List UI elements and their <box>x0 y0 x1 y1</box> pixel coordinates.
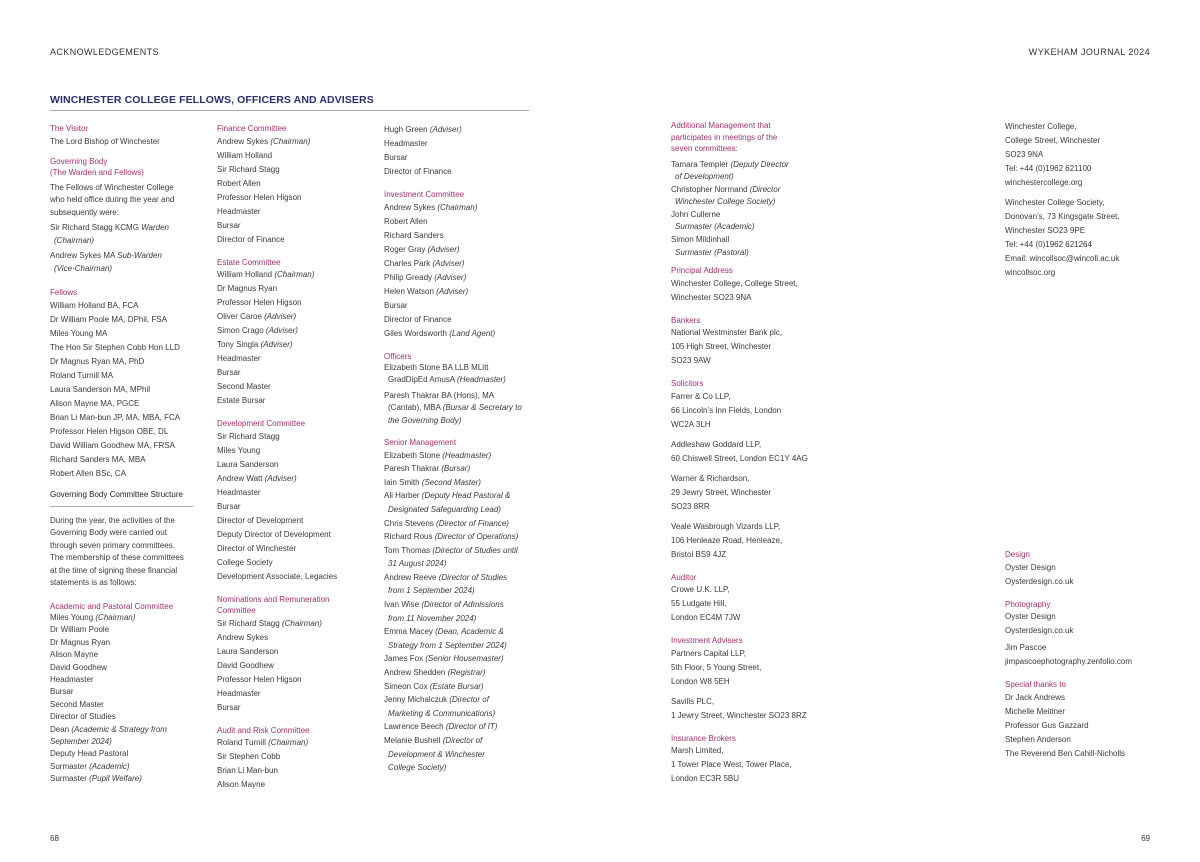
section-heading-design: Design <box>1005 550 1030 559</box>
section-heading-visitor: The Visitor <box>50 124 89 133</box>
list-item: Chris Stevens (Director of Finance) <box>384 518 509 528</box>
college-telephone: Tel: +44 (0)1962 621100 <box>1005 164 1092 173</box>
section-heading-special-thanks: Special thanks to <box>1005 680 1066 689</box>
list-item: Alison Mayne MA, PGCE <box>50 398 140 408</box>
list-item: Richard Sanders MA, MBA <box>50 454 146 464</box>
list-item: Dr William Poole MA, DPhil, FSA <box>50 314 167 324</box>
section-heading-principal-address: Principal Address <box>671 266 733 276</box>
list-item: Brian Li Man-bun <box>217 766 278 775</box>
page-number-right: 69 <box>1141 834 1150 843</box>
list-item: Emma Macey (Dean, Academic & <box>384 627 504 637</box>
section-heading-photography: Photography <box>1005 599 1051 609</box>
list-item: Simon Mildinhall <box>671 235 730 245</box>
college-website: winchestercollege.org <box>1005 178 1083 187</box>
list-item: College Society <box>217 557 273 567</box>
list-item: Director of Studies <box>50 712 116 722</box>
list-item: Headmaster <box>50 675 94 685</box>
list-item: Director of Finance <box>384 167 452 176</box>
section-heading-estate: Estate Committee <box>217 257 281 267</box>
list-item: Ivan Wise (Director of Admissions <box>384 600 504 610</box>
list-item: David Goodhew <box>50 662 107 672</box>
list-item: Professor Helen Higson <box>217 192 302 202</box>
list-item: Iain Smith (Second Master) <box>384 477 481 487</box>
page-number-left: 68 <box>50 834 59 843</box>
list-item: Andrew Sykes <box>217 632 269 642</box>
list-item: of Development) <box>675 172 734 182</box>
list-item: Robert Allen <box>217 178 261 188</box>
list-item: Brian Li Man-bun JP, MA, MBA, FCA <box>50 412 181 422</box>
section-heading-investment-advisers: Investment Advisers <box>671 636 743 646</box>
list-item: Sir Stephen Cobb <box>217 752 281 761</box>
column-1 <box>50 123 210 786</box>
list-item: Sir Richard Stagg <box>217 164 280 174</box>
list-item: Headmaster <box>217 206 261 216</box>
list-item: Tamara Templer (Deputy Director <box>671 159 789 169</box>
list-item: Paresh Thakrar (Bursar) <box>384 464 471 474</box>
section-heading-nominations: Nominations and Remuneration Committee <box>217 594 330 615</box>
list-item: Headmaster <box>217 354 261 363</box>
list-item: Director of Development <box>217 515 304 525</box>
list-item: Headmaster <box>217 688 261 698</box>
list-item: John Cullerne <box>671 209 721 219</box>
committee-structure-text: During the year, the activities of the Governing Body were carried out through seven primary committees. The membership of these committees at the time of signing these financial statements is as follows: <box>50 515 184 587</box>
society-telephone: Tel: +44 (0)1962 621264 <box>1005 240 1092 249</box>
list-item: The Reverend Ben Cahill-Nicholls <box>1005 748 1126 758</box>
list-item: Professor Helen Higson OBE, DL <box>50 426 169 436</box>
column-5-contacts <box>1005 120 1165 280</box>
governing-body-intro: The Fellows of Winchester College who held office during the year and subsequently were: <box>50 182 175 217</box>
list-item: Bursar <box>384 153 408 162</box>
list-item: Ali Harber (Deputy Head Pastoral & <box>384 491 511 501</box>
society-website: wincollsoc.org <box>1005 268 1056 277</box>
list-item: Laura Sanderson MA, MPhil <box>50 384 151 394</box>
section-heading-fellows: Fellows <box>50 288 78 297</box>
list-item: James Fox (Senior Housemaster) <box>384 654 504 664</box>
list-item: The Hon Sir Stephen Cobb Hon LLD <box>50 342 180 352</box>
list-item: Development & Winchester <box>388 749 485 759</box>
list-item: Bursar <box>217 368 241 377</box>
list-item: Richard Rous (Director of Operations) <box>384 532 519 542</box>
list-item: 31 August 2024) <box>388 559 447 569</box>
committee-structure-heading: Governing Body Committee Structure <box>50 489 183 499</box>
list-item: Deputy Director of Development <box>217 529 331 539</box>
section-heading-finance: Finance Committee <box>217 124 287 133</box>
college-address: Winchester College, College Street, Winchester SO23 9NA <box>1005 122 1101 159</box>
committee-structure-rule <box>50 506 193 507</box>
list-item: William Holland BA, FCA <box>50 300 139 310</box>
section-heading-audit-risk: Audit and Risk Committee <box>217 725 310 735</box>
list-item: Tom Thomas (Director of Studies until <box>384 545 518 555</box>
society-address: Winchester College Society, Donovan’s, 73 Kingsgate Street, Winchester SO23 9PE <box>1005 198 1120 235</box>
section-heading-investment: Investment Committee <box>384 190 465 199</box>
list-item: Bursar <box>217 702 241 712</box>
section-heading-development: Development Committee <box>217 419 306 428</box>
list-item: Elizabeth Stone (Headmaster) <box>384 450 492 460</box>
list-item: Robert Allen BSc, CA <box>50 468 127 478</box>
list-item: Bursar <box>217 220 241 230</box>
list-item: Headmaster <box>217 487 261 497</box>
list-item: Lawrence Beech (Director of IT) <box>384 722 498 732</box>
column-4: Additional Management that participates in meetings of the seven committees: Tamara Templer (Deputy Director of Development) Christopher Normand (Director Winchester College Society) John Cullerne Surmaster (Academic) Simon Mildinhall Surmaster (Pastoral) Principal Address Winchester College, College Street, Winchester SO23 9NA Bankers National Westminster Bank plc, 105 High Street, Winchester SO23 9AW Solicitors Farrer & Co LLP, 66 Lincoln’s Inn Fields, London WC2A 3LH Addleshaw Goddard LLP, 60 Chiswell Street, London EC1Y 4AG Warner & Richardson, 29 Jewry Street, Winchester SO23 8RR Veale Wasbrough Vizards LLP, 106 Henleaze Road, Henleaze, Bristol BS9 4JZ Auditor Crowe U.K. LLP, 55 Ludgate Hill, London EC4M 7JW Investment Advisers Partners Capital LLP, 5th Floor, 5 Young Street, London W8 5EH Savills PLC, 1 Jewry Street, Winchester SO23 8RZ Insurance Brokers Marsh Limited, 1 Tower Place West, Tower Place, London EC3R 5BU <box>671 120 841 786</box>
list-item: Andrew Reeve (Director of Studies <box>384 572 508 582</box>
list-item: Simeon Cox (Estate Bursar) <box>384 681 484 691</box>
senior-management-list <box>384 449 544 775</box>
section-heading-insurance-brokers: Insurance Brokers <box>671 733 736 743</box>
list-item: Christopher Normand (Director <box>671 184 781 194</box>
title-rule <box>50 110 529 111</box>
column-3: Hugh Green (Adviser) Headmaster Bursar Director of Finance Investment Committee Andrew Sykes (Chairman) Robert Allen Richard Sanders Roger Gray (Adviser) Charles Park (Adviser) Philip Gready (Adviser) Helen Watson (Adviser) Bursar Director of Finance Giles Wordsworth (Land Agent) Officers Elizabeth Stone BA LLB MLitt GradDipEd AmusA (Headmaster) Paresh Thakrar BA (Hons), MA (Cantab), MBA (Bursar & Secretary to the Governing Body) Senior Management Elizabeth Stone (Headmaster) Paresh Thakrar (Bursar) Iain Smith (Second Master) Ali Harber (Deputy Head Pastoral & Designated Safeguarding Lead) Chris Stevens (Director of Finance) Richard Rous (Director of Operations) Tom Thomas (Director of Studies until 31 August 2024) Andrew Reeve (Director of Studies from 1 September 2024) Ivan Wise (Director of Admissions from 11 November 2024) Emma Macey (Dean, Academic & Strategy from 1 September 2024) James Fox (Senior Housemaster) Andrew Shedden (Registrar) Simeon Cox (Estate Bursar) Jenny Michalczuk (Director of Marketing & Communications) Lawrence Beech (Director of IT) Melanie Bushell (Director of Development & Winchester College Society) <box>384 123 544 775</box>
list-item: David Goodhew <box>217 660 274 670</box>
list-item: Roland Turnill MA <box>50 370 114 380</box>
list-item: Stephen Anderson <box>1005 734 1071 744</box>
list-item: Development Associate, Legacies <box>217 571 338 581</box>
running-head-right: WYKEHAM JOURNAL 2024 <box>1028 47 1150 57</box>
list-item: Dr Magnus Ryan MA, PhD <box>50 356 145 366</box>
column-2: Finance Committee Andrew Sykes (Chairman) William Holland Sir Richard Stagg Robert Allen Professor Helen Higson Headmaster Bursar Director of Finance Estate Committee William Holland (Chairman) Dr Magnus Ryan Professor Helen Higson Oliver Caroe (Adviser) Simon Crago (Adviser) Tony Singla (Adviser) Headmaster Bursar Second Master Estate Bursar Development Committee Sir Richard Stagg Miles Young Laura Sanderson Andrew Watt (Adviser) Headmaster Bursar Director of Development Deputy Director of Development Director of Winchester College Society Development Associate, Legacies Nominations and Remuneration Committee Sir Richard Stagg (Chairman) Andrew Sykes Laura Sanderson David Goodhew Professor Helen Higson Headmaster Bursar Audit and Risk Committee Roland Turnill (Chairman) Sir Stephen Cobb Brian Li Man-bun Alison Mayne <box>217 123 377 792</box>
list-item: Marketing & Communications) <box>388 708 496 718</box>
page-title: WINCHESTER COLLEGE FELLOWS, OFFICERS AND ADVISERS <box>50 94 374 106</box>
academic-pastoral-list: Miles Young (Chairman) Dr William Poole Dr Magnus Ryan Alison Mayne David Goodhew Headmaster Bursar Second Master Director of Studies Dean (Academic & Strategy from September 2024) Deputy Head Pastoral Surmaster (Academic) Surmaster (Pupil Welfare) <box>50 612 210 786</box>
fellows-list <box>50 299 210 481</box>
list-item: Surmaster (Academic) <box>675 222 755 232</box>
list-item: Surmaster (Pastoral) <box>675 247 749 257</box>
list-item: Alison Mayne <box>217 780 266 789</box>
list-item: Professor Gus Gazzard <box>1005 720 1089 730</box>
list-item: Jenny Michalczuk (Director of <box>384 695 489 705</box>
list-item: David William Goodhew MA, FRSA <box>50 440 175 450</box>
sub-warden-entry: Andrew Sykes MA Sub-Warden (Vice-Chairman) <box>50 251 162 273</box>
list-item: Bursar <box>217 501 241 511</box>
warden-entry: Sir Richard Stagg KCMG Warden (Chairman) <box>50 223 170 245</box>
list-item: Professor Helen Higson <box>217 674 302 684</box>
list-item: Andrew Shedden (Registrar) <box>384 668 486 678</box>
section-heading-bankers: Bankers <box>671 315 701 325</box>
list-item: Second Master <box>50 699 104 709</box>
section-heading-solicitors: Solicitors <box>671 379 704 389</box>
section-heading-governing-body: Governing Body (The Warden and Fellows) <box>50 156 144 177</box>
list-item: Designated Safeguarding Lead) <box>388 504 501 514</box>
list-item: Estate Bursar <box>217 396 266 405</box>
society-email: Email: wincollsoc@wincoll.ac.uk <box>1005 254 1120 263</box>
section-heading-officers: Officers <box>384 351 412 361</box>
list-item: Director of Winchester <box>217 543 297 553</box>
list-item: Bursar <box>50 687 74 697</box>
list-item: Dr Magnus Ryan <box>50 637 111 647</box>
list-item: Miles Young MA <box>50 328 108 338</box>
list-item: Melanie Bushell (Director of <box>384 736 483 745</box>
list-item: Laura Sanderson <box>217 646 279 656</box>
list-item: Alison Mayne <box>50 650 99 660</box>
list-item: Director of Finance <box>217 234 285 244</box>
list-item: College Society) <box>388 763 447 773</box>
list-item: Headmaster <box>384 139 428 148</box>
list-item: Michelle Meitiner <box>1005 706 1066 716</box>
section-heading-senior-management: Senior Management <box>384 438 457 448</box>
list-item: from 1 September 2024) <box>388 586 475 596</box>
visitor-name: The Lord Bishop of Winchester <box>50 136 160 146</box>
list-item: William Holland <box>217 150 273 160</box>
list-item: Winchester College Society) <box>675 197 776 207</box>
section-heading-additional-management: Additional Management that participates in meetings of the seven committees: <box>671 121 778 153</box>
list-item: Strategy from 1 September 2024) <box>388 640 507 650</box>
section-heading-auditor: Auditor <box>671 572 697 582</box>
section-heading-academic-pastoral: Academic and Pastoral Committee <box>50 601 174 611</box>
column-5-credits: Design Oyster Design Oysterdesign.co.uk Photography Oyster Design Oysterdesign.co.uk Jim Pascoe jimpascoephotography.zenfolio.com Special thanks to Dr Jack Andrews Michelle Meitiner Professor Gus Gazzard Stephen Anderson The Reverend Ben Cahill-Nicholls <box>1005 549 1175 761</box>
list-item: from 11 November 2024) <box>388 613 477 623</box>
running-head-left: ACKNOWLEDGEMENTS <box>50 47 159 57</box>
list-item: Dr Jack Andrews <box>1005 692 1066 702</box>
list-item: Second Master <box>217 382 271 391</box>
additional-management-list <box>671 159 841 260</box>
list-item: Dr William Poole <box>50 625 110 635</box>
